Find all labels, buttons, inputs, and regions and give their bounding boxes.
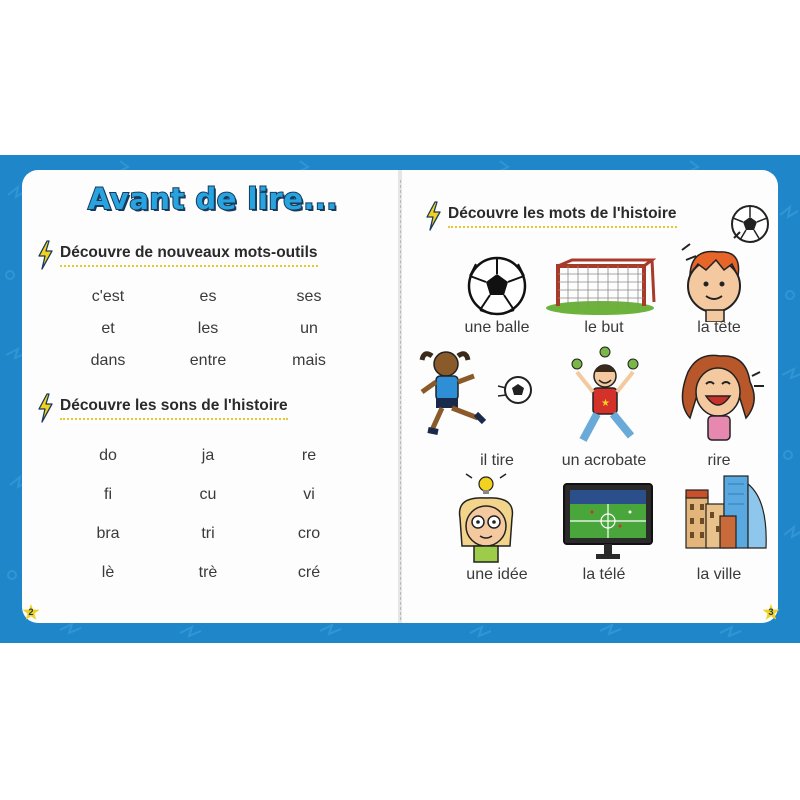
page-title: Avant de lire... (88, 182, 338, 216)
word-item: ses (296, 288, 322, 305)
idea-girl-icon (446, 472, 526, 564)
section-label: Découvre les mots de l'histoire (448, 205, 677, 228)
gutter-line (400, 180, 401, 620)
goal-icon (544, 258, 656, 316)
word-item: les (197, 320, 219, 337)
section-label: Découvre les sons de l'histoire (60, 397, 288, 420)
story-word-label: un acrobate (561, 452, 647, 469)
juggler-icon (565, 346, 645, 446)
sound-item: lè (101, 564, 115, 581)
story-word-label: il tire (480, 452, 514, 469)
sound-item: cro (297, 525, 321, 542)
soccer-ball-icon (462, 256, 532, 316)
svg-text:★: ★ (601, 398, 610, 409)
laughing-girl-icon (668, 352, 768, 444)
lightning-bolt-icon (424, 201, 442, 231)
head-icon (672, 230, 772, 322)
word-item: es (199, 288, 217, 305)
word-item: c'est (91, 288, 125, 305)
story-word-label: le but (584, 319, 624, 336)
sound-item: bra (96, 525, 120, 542)
city-icon (680, 470, 772, 550)
sound-item: trè (198, 564, 218, 581)
story-word-label: la ville (696, 566, 742, 583)
story-word-label: une balle (464, 319, 530, 336)
section-label: Découvre de nouveaux mots-outils (60, 244, 318, 267)
tv-icon (562, 482, 654, 562)
section-sounds-heading (36, 393, 288, 423)
word-item: dans (90, 352, 126, 369)
sound-item: cu (199, 486, 217, 503)
kicking-girl-icon (418, 346, 538, 438)
page-number-right: 3 (762, 604, 780, 620)
section-story-words-heading (424, 201, 677, 231)
sound-item: vi (303, 486, 315, 503)
lightning-bolt-icon (36, 240, 54, 270)
sound-item: tri (201, 525, 215, 542)
sound-item: re (301, 447, 317, 464)
word-item: entre (189, 352, 227, 369)
sound-item: ja (201, 447, 215, 464)
story-word-label: rire (707, 452, 731, 469)
word-item: mais (292, 352, 326, 369)
page-number-left: 2 (22, 604, 40, 620)
sound-item: cré (297, 564, 321, 581)
lightning-bolt-icon (36, 393, 54, 423)
story-word-label: une idée (466, 566, 528, 583)
sound-item: fi (104, 486, 112, 503)
story-word-label: la tête (697, 319, 741, 336)
section-new-words-heading (36, 240, 318, 270)
word-item: et (101, 320, 115, 337)
sound-item: do (99, 447, 117, 464)
story-word-label: la télé (582, 566, 626, 583)
word-item: un (300, 320, 318, 337)
